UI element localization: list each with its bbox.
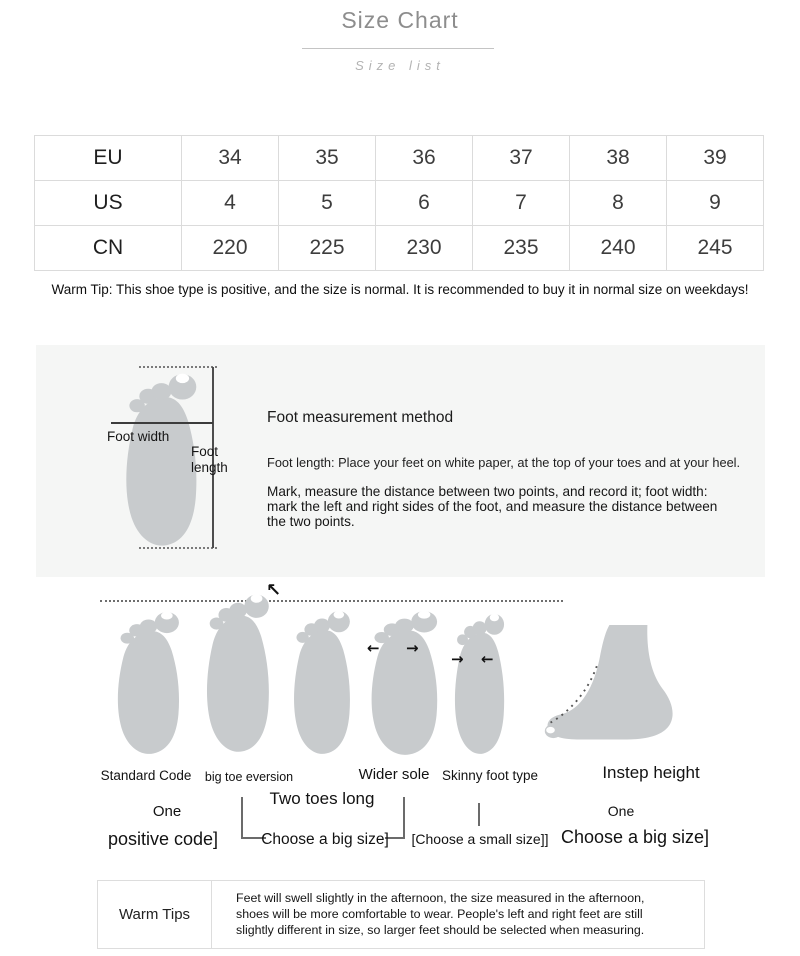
size-cell: 35 [279,136,376,181]
warm-tips-title: Warm Tips [98,881,212,948]
size-cell: 9 [667,181,764,226]
arrow-left-icon: ← [481,650,494,668]
measurement-instruction-2: Mark, measure the distance between two points, and record it; foot width: mark the left and right sides of the foot, and measure the distance between the two points. [267,484,718,529]
feet-alignment-dotted-line [100,600,563,602]
advice-choose-small-size: [Choose a small size]] [411,831,549,847]
advice-choose-big-size-right: Choose a big size] [560,827,710,847]
measurement-instruction-1: Foot length: Place your feet on white paper, at the top of your toes and at your heel. [267,455,741,470]
bracket-line [241,797,243,839]
note-one-left: One [152,803,182,820]
measurement-panel [36,345,765,577]
size-cell: 245 [667,226,764,271]
table-row-us [35,181,764,226]
size-row-label: US [35,181,182,226]
size-cell: 37 [473,136,570,181]
arrow-right-icon: → [451,650,464,668]
size-cell: 4 [182,181,279,226]
foot-length-label: Foot length [191,444,228,475]
foot-width-label: Foot width [107,429,170,444]
size-table [34,135,764,271]
warm-tips-body: Feet will swell slightly in the afternoon, the size measured in the afternoon, shoes will be more comfortable to wear. People's left and right feet are still slightly different in size, so larger feet should be selected when measuring. [236,891,645,937]
title-divider [302,48,494,49]
table-row-eu [35,136,764,181]
arrow-left-icon: ← [367,639,380,657]
size-cell: 230 [376,226,473,271]
heel-dotted-line [139,547,217,549]
arrow-right-icon: → [406,639,419,657]
size-cell: 240 [570,226,667,271]
foot-wider-sole-icon [361,606,449,756]
size-row-label: EU [35,136,182,181]
size-cell: 8 [570,181,667,226]
page-subtitle: Size list [355,58,445,73]
foot-width-line [111,422,213,424]
size-cell: 36 [376,136,473,181]
foot-type-label-skinny-foot: Skinny foot type [441,768,539,783]
foot-side-instep-icon [541,625,693,747]
connector-line [478,803,480,826]
advice-choose-big-size: Choose a big size] [261,831,389,848]
advice-positive-code: positive code] [107,829,219,849]
size-cell: 34 [182,136,279,181]
measurement-heading: Foot measurement method [267,409,454,426]
bracket-line [403,797,405,839]
size-cell: 6 [376,181,473,226]
table-row-cn [35,226,764,271]
cursor-arrow-icon: ↖ [266,580,282,601]
foot-standard-icon [108,607,190,755]
warm-tips-box [97,880,705,949]
size-cell: 5 [279,181,376,226]
size-cell: 220 [182,226,279,271]
size-row-label: CN [35,226,182,271]
note-one-right: One [607,803,635,819]
note-two-toes-long: Two toes long [269,789,375,808]
foot-type-label-standard-code: Standard Code [100,768,192,783]
page-title: Size Chart [341,7,459,33]
size-cell: 7 [473,181,570,226]
foot-type-label-wider-sole: Wider sole [358,766,430,783]
foot-two-toes-long-icon [285,606,360,755]
foot-type-label-big-toe-eversion: big toe eversion [204,770,294,784]
size-cell: 39 [667,136,764,181]
size-cell: 235 [473,226,570,271]
warm-tip-text: Warm Tip: This shoe type is positive, and the size is normal. It is recommended to buy it in normal size on weekdays! [51,282,749,297]
foot-big-toe-eversion-icon [197,589,280,753]
foot-skinny-icon [447,609,513,755]
size-cell: 38 [570,136,667,181]
foot-type-label-instep-height: Instep height [602,763,700,782]
size-cell: 225 [279,226,376,271]
